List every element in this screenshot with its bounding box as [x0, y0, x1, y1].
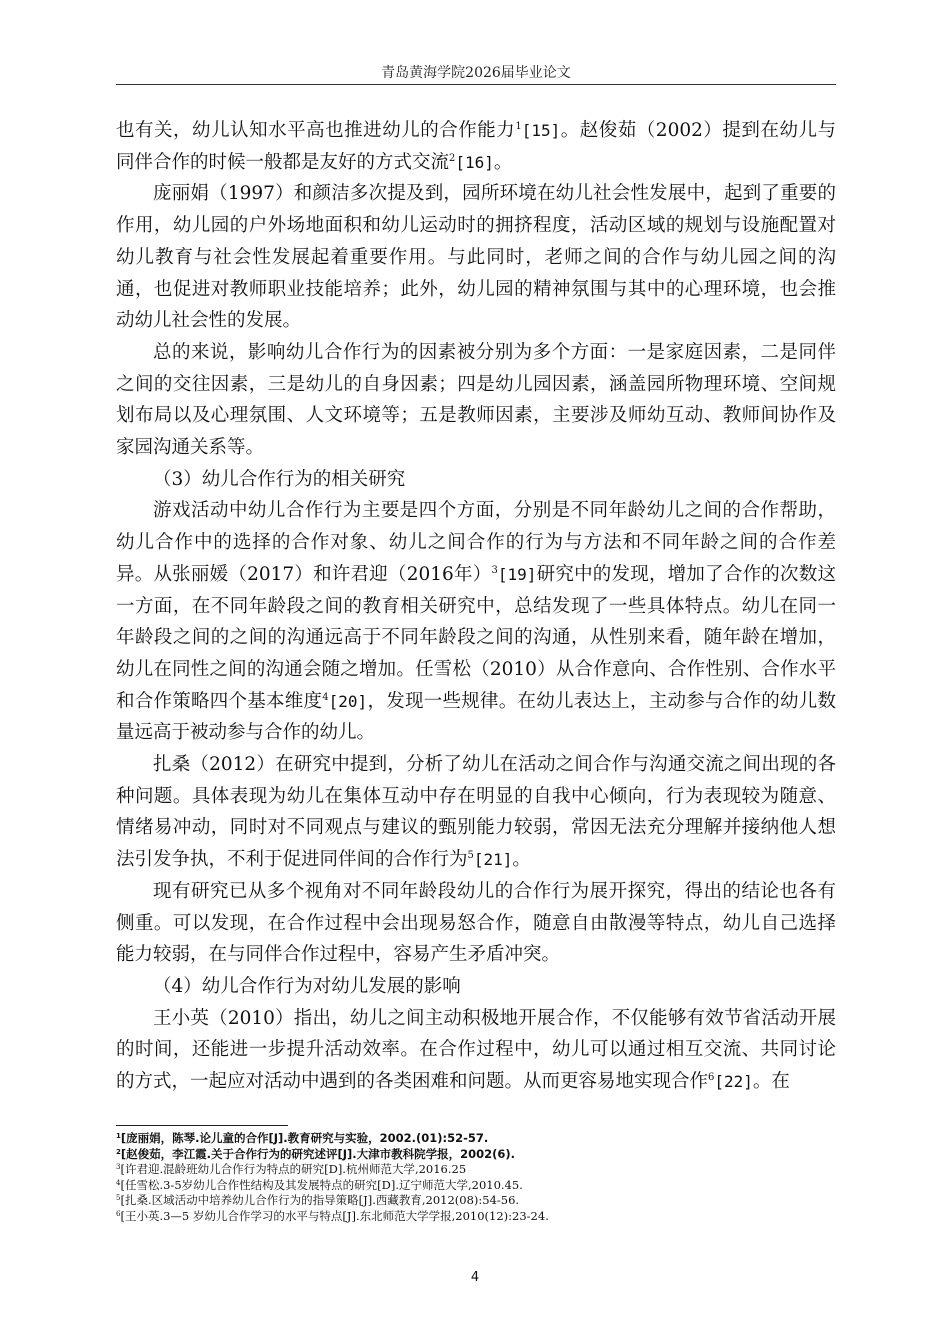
footnote-ref: 5: [467, 850, 474, 862]
footnote-ref: 4: [322, 691, 329, 703]
section-heading-4: （4）幼儿合作行为对幼儿发展的影响: [153, 975, 461, 997]
footnote-item: $^3$[许君迎.混龄班幼儿合作行为特点的研究[D].杭州师范大学,2016.25: [116, 1162, 467, 1177]
body-text: [116, 115, 836, 1098]
paragraph-7: 王小英（2010）指出，幼儿之间主动积极地开展合作，不仅能够有效节省活动开展的时间，还能进一步提升活动效率。在合作过程中，幼儿可以通过相互交流、共同讨论的方式，一起应对活动中遇到的各类困难和问题。从而更容易地实现合作$^6$[22]。在: [116, 1007, 836, 1093]
citation: [15]: [521, 121, 561, 140]
paragraph-2: 庞丽娟（1997）和颜洁多次提及到，园所环境在幼儿社会性发展中，起到了重要的作用，幼儿园的户外场地面积和幼儿运动时的拥挤程度，活动区域的规划与设施配置对幼儿教育与社会性发展起着重要作用。与此同时，老师之间的合作与幼儿园之间的沟通，也促进对教师职业技能培养；此外，幼儿园的精神氛围与其中的心理环境，也会推动幼儿社会性的发展。: [116, 183, 836, 332]
header-divider: [116, 84, 836, 85]
citation: [21]: [473, 850, 513, 870]
page-number: 4: [470, 1270, 480, 1285]
citation: [20]: [328, 691, 368, 711]
citation: [16]: [455, 152, 494, 172]
paragraph-1: 也有关，幼儿认知水平高也推进幼儿的合作能力$^1$[15]。赵俊茹（2002）提到在幼儿与同伴合作的时候一般都是友好的方式交流$^2$[16]。: [116, 120, 836, 173]
footnote-ref: 2: [449, 152, 456, 164]
paragraph-5: 扎桑（2012）在研究中提到，分析了幼儿在活动之间合作与沟通交流之间出现的各种问题。具体表现为幼儿在集体互动中存在明显的自我中心倾向，行为表现较为随意、情绪易冲动，同时对不同观点与建议的甄别能力较弱，常因无法充分理解并接纳他人想法引发争执，不利于促进同伴间的合作行为$^5$[21]。: [116, 754, 836, 871]
footnote-item: $^4$[任雪松.3-5岁幼儿合作性结构及其发展特点的研究[D].辽宁师范大学,2010.45.: [116, 1177, 523, 1192]
footnotes: [116, 1131, 836, 1225]
footnote-item: $^2$[赵俊茹，李江霞.关于合作行为的研究述评[J].大津市教科院学报，2002(6).: [116, 1146, 516, 1161]
page-header: 青岛黄海学院2026届毕业论文: [381, 65, 571, 81]
footnote-ref: 6: [708, 1072, 715, 1084]
footnote-divider: [116, 1125, 288, 1126]
footnote-ref: 3: [491, 564, 498, 576]
footnote-item: $^6$[王小英.3—5 岁幼儿合作学习的水平与特点[J].东北师范大学学报,2010(12):23-24.: [116, 1208, 549, 1223]
section-heading-3: （3）幼儿合作行为的相关研究: [153, 468, 406, 490]
citation: [22]: [714, 1072, 753, 1092]
paragraph-4: 游戏活动中幼儿合作行为主要是四个方面，分别是不同年龄幼儿之间的合作帮助，幼儿合作中的选择的合作对象、幼儿之间合作的行为与方法和不同年龄之间的合作差异。从张丽媛（2017）和许君迎（2016年）$^3$[19]研究中的发现，增加了合作的次数这一方面，在不同年龄段之间的教育相关研究中，总结发现了一些具体特点。幼儿在同一年龄段之间的之间的沟通远高于不同年龄段之间的沟通，从性别来看，随年龄在增加，幼儿在同性之间的沟通会随之增加。任雪松（2010）从合作意向、合作性别、合作水平和合作策略四个基本维度$^4$[20]，发现一些规律。在幼儿表达上，主动参与合作的幼儿数量远高于被动参与合作的幼儿。: [116, 500, 836, 744]
citation: [19]: [497, 564, 537, 584]
footnote-item: $^5$[扎桑.区域活动中培养幼儿合作行为的指导策略[J].西藏教育,2012(08):54-56.: [116, 1193, 520, 1208]
paragraph-6: 现有研究已从多个视角对不同年龄段幼儿的合作行为展开探究，得出的结论也各有侧重。可以发现，在合作过程中会出现易怒合作，随意自由散漫等特点，幼儿自己选择能力较弱，在与同伴合作过程中，容易产生矛盾冲突。: [116, 880, 836, 966]
footnote-item: $^1$[庞丽娟，陈琴.论儿童的合作[J].教育研究与实验，2002.(01):52-57.: [116, 1131, 489, 1145]
footnote-ref: 1: [515, 121, 522, 132]
paragraph-3: 总的来说，影响幼儿合作行为的因素被分别为多个方面：一是家庭因素，二是同伴之间的交往因素，三是幼儿的自身因素；四是幼儿园因素，涵盖园所物理环境、空间规划布局以及心理氛围、人文环境等；五是教师因素，主要涉及师幼互动、教师间协作及家园沟通关系等。: [116, 341, 836, 459]
